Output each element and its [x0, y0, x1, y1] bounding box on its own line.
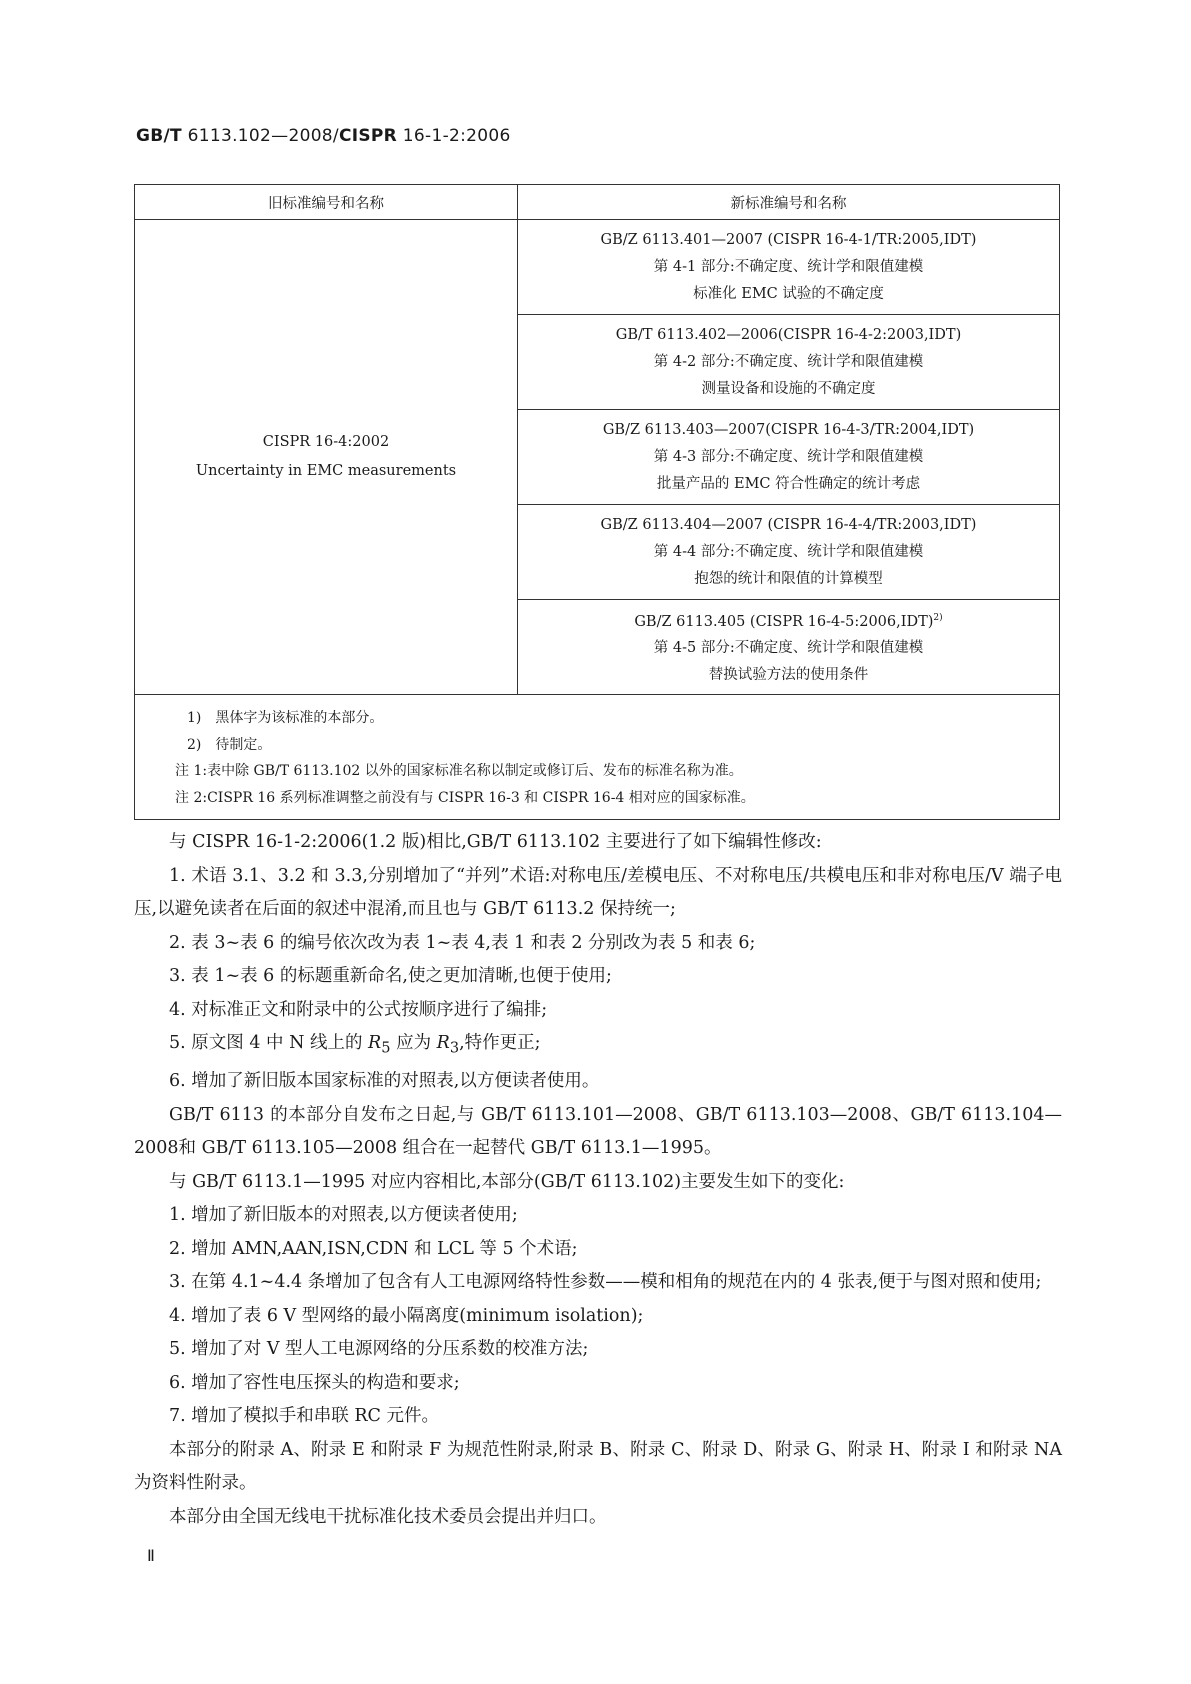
new-standard-cell — [518, 505, 1060, 600]
new-standard-cell — [518, 410, 1060, 505]
list-item: 3. 在第 4.1~4.4 条增加了包含有人工电源网络特性参数——模和相角的规范在内的 4 张表,便于与图对照和使用; — [169, 1272, 1042, 1292]
new-standard-cell — [518, 600, 1060, 695]
list-item: 3. 表 1~表 6 的标题重新命名,使之更加清晰,也便于使用; — [169, 966, 612, 986]
new-standard-title: 批量产品的 EMC 符合性确定的统计考虑 — [656, 475, 921, 492]
new-standard-title: 测量设备和设施的不确定度 — [701, 380, 876, 397]
list-item: 6. 增加了容性电压探头的构造和要求; — [169, 1372, 460, 1393]
text-run: 应为 — [390, 1033, 437, 1053]
header-gbt: GB/T — [136, 126, 182, 146]
list-item: 4. 对标准正文和附录中的公式按顺序进行了编排; — [169, 999, 548, 1020]
new-standard-code: GB/T 6113.402—2006(CISPR 16-4-2:2003,IDT) — [615, 326, 962, 343]
text-run: ,特作更正; — [459, 1033, 541, 1053]
new-standard-code: GB/Z 6113.404—2007 (CISPR 16-4-4/TR:2003,IDT) — [600, 516, 977, 533]
footnote-1: 1) 黑体字为该标准的本部分。 — [187, 710, 384, 726]
list-item: 6. 增加了新旧版本国家标准的对照表,以方便读者使用。 — [169, 1071, 600, 1091]
table-notes-row — [135, 695, 1060, 820]
subscript: 3 — [449, 1039, 460, 1057]
footnote-ref: 2) — [933, 612, 943, 623]
table-row — [135, 220, 1060, 315]
new-standard-part: 第 4-3 部分:不确定度、统计学和限值建模 — [653, 448, 924, 465]
paragraph: 本部分的附录 A、附录 E 和附录 F 为规范性附录,附录 B、附录 C、附录 D、附录 G、附录 H、附录 I 和附录 NA 为资料性附录。 — [134, 1439, 1062, 1493]
standards-comparison-table — [134, 184, 1060, 820]
footnote-2: 2) 待制定。 — [187, 736, 272, 753]
old-standard-name: Uncertainty in EMC measurements — [195, 463, 457, 479]
symbol-r: R — [368, 1033, 382, 1053]
old-standard-cell — [135, 220, 518, 695]
subscript: 5 — [381, 1039, 391, 1057]
new-standard-title: 替换试验方法的使用条件 — [708, 667, 869, 684]
new-standard-part: 第 4-4 部分:不确定度、统计学和限值建模 — [653, 543, 924, 560]
list-item — [134, 1027, 1062, 1065]
column-header-old: 旧标准编号和名称 — [135, 185, 518, 220]
new-standard-part: 第 4-5 部分:不确定度、统计学和限值建模 — [653, 640, 924, 657]
new-standard-part: 第 4-2 部分:不确定度、统计学和限值建模 — [653, 353, 924, 370]
new-standard-code: GB/Z 6113.401—2007 (CISPR 16-4-1/TR:2005,IDT) — [600, 231, 977, 248]
list-item: 4. 增加了表 6 V 型网络的最小隔离度(minimum isolation); — [169, 1305, 644, 1326]
note-1: 注 1:表中除 GB/T 6113.102 以外的国家标准名称以制定或修订后、发布的标准名称为准。 — [175, 763, 743, 779]
header-cispr-number: 16-1-2:2006 — [402, 126, 511, 146]
table-notes — [135, 695, 1060, 820]
list-item: 1. 术语 3.1、3.2 和 3.3,分别增加了“并列”术语:对称电压/差模电压、不对称电压/共模电压和非对称电压/V 端子电压,以避免读者在后面的叙述中混淆,而且也与 GB/T 6113.2 保持统一; — [134, 865, 1062, 919]
list-item: 2. 表 3~表 6 的编号依次改为表 1~表 4,表 1 和表 2 分别改为表 5 和表 6; — [169, 932, 756, 953]
paragraph: 与 CISPR 16-1-2:2006(1.2 版)相比,GB/T 6113.102 主要进行了如下编辑性修改: — [169, 832, 822, 852]
new-standard-title: 抱怨的统计和限值的计算模型 — [694, 570, 883, 587]
note-2: 注 2:CISPR 16 系列标准调整之前没有与 CISPR 16-3 和 CISPR 16-4 相对应的国家标准。 — [175, 789, 755, 806]
old-standard-code: CISPR 16-4:2002 — [262, 434, 390, 450]
list-item: 1. 增加了新旧版本的对照表,以方便读者使用; — [169, 1205, 518, 1225]
new-standard-code-line — [518, 605, 1059, 636]
paragraph: 与 GB/T 6113.1—1995 对应内容相比,本部分(GB/T 6113.102)主要发生如下的变化: — [169, 1171, 845, 1192]
body-text — [134, 826, 1062, 1534]
new-standard-code: GB/Z 6113.405 (CISPR 16-4-5:2006,IDT) — [634, 613, 934, 630]
list-item: 2. 增加 AMN,AAN,ISN,CDN 和 LCL 等 5 个术语; — [169, 1238, 578, 1259]
new-standard-cell — [518, 315, 1060, 410]
page-number: Ⅱ — [147, 1546, 155, 1565]
header-gbt-number: 6113.102—2008/ — [187, 126, 339, 146]
column-header-new: 新标准编号和名称 — [518, 185, 1060, 220]
paragraph: 本部分由全国无线电干扰标准化技术委员会提出并归口。 — [169, 1506, 607, 1527]
list-item: 5. 增加了对 V 型人工电源网络的分压系数的校准方法; — [169, 1339, 589, 1359]
text-run: 5. 原文图 4 中 N 线上的 — [169, 1033, 369, 1053]
list-item: 7. 增加了模拟手和串联 RC 元件。 — [169, 1406, 439, 1426]
new-standard-cell — [518, 220, 1060, 315]
paragraph: GB/T 6113 的本部分自发布之日起,与 GB/T 6113.101—2008、GB/T 6113.103—2008、GB/T 6113.104—2008和 GB/T 6113.105—2008 组合在一起替代 GB/T 6113.1—1995。 — [134, 1104, 1062, 1158]
new-standard-part: 第 4-1 部分:不确定度、统计学和限值建模 — [653, 258, 924, 275]
header-cispr: CISPR — [338, 126, 398, 146]
new-standard-title: 标准化 EMC 试验的不确定度 — [693, 285, 884, 302]
table-header-row — [135, 185, 1060, 220]
new-standard-code: GB/Z 6113.403—2007(CISPR 16-4-3/TR:2004,IDT) — [602, 421, 975, 438]
symbol-r: R — [436, 1033, 450, 1053]
document-header — [136, 126, 511, 146]
